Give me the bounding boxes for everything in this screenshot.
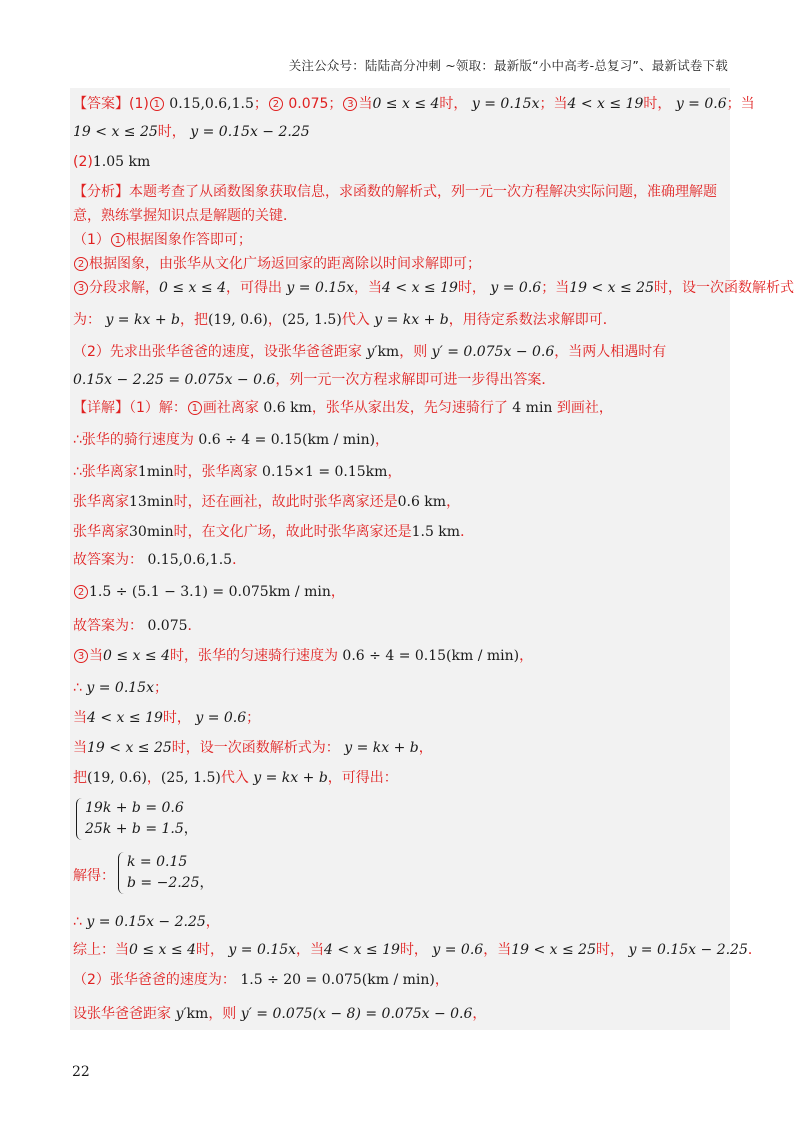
solution-line: [73, 940, 762, 960]
math-run: y = 0.15x: [223, 942, 297, 958]
solution-line: [73, 398, 726, 418]
text-run: 代入: [341, 312, 370, 328]
equation-system: [118, 852, 214, 894]
math-run: y = kx + b: [369, 312, 449, 328]
math-run: 0.075: [143, 618, 188, 634]
math-run: 1.5 ÷ 20 = 0.075(km / min): [235, 972, 435, 988]
text-run: 综上：当: [73, 942, 129, 958]
math-run: 4 < x ≤ 19: [324, 942, 400, 958]
text-run: 时，在文化广场，故此时张华离家还是: [173, 524, 412, 540]
math-run: 0.6 ÷ 4 = 0.15(km / min): [337, 648, 520, 664]
text-run: 【分析】本题考查了从函数图象获取信息，求函数的解析式，列一元一次方程解决实际问题，准确理解题: [73, 184, 717, 200]
text-run: ，则: [208, 1006, 237, 1022]
text-run: （1）: [73, 232, 110, 248]
punctuation: ，: [183, 821, 198, 837]
math-run: 4 < x ≤ 19: [382, 280, 458, 296]
text-run: ；当: [539, 96, 568, 112]
text-run: ．: [747, 942, 762, 958]
text-run: ．: [460, 524, 475, 540]
text-run: 张华离家: [73, 524, 129, 540]
math-run: 1.5 ÷ (5.1 − 3.1) = 0.075km / min: [89, 584, 331, 600]
text-run: 故答案为：: [73, 618, 143, 634]
math-run: y = 0.6: [671, 96, 727, 112]
math-run: y = 0.15x: [281, 280, 355, 296]
math-run: 0.6 km: [397, 494, 447, 510]
text-run: 当: [89, 648, 103, 664]
solution-line: [73, 912, 726, 932]
math-run: 0 ≤ x ≤ 4: [372, 96, 440, 112]
math-run: 13min: [129, 494, 174, 510]
text-run: ；当: [726, 96, 755, 112]
text-run: 时，设一次函数解析式为：: [171, 740, 340, 756]
math-run: 0.15,0.6,1.5: [164, 96, 254, 112]
circled-number: 2: [74, 585, 88, 599]
text-run: 【详解】（1）解：: [73, 400, 187, 416]
text-run: 时，: [195, 942, 224, 958]
text-run: 【答案】(1): [73, 96, 149, 112]
text-run: ；当: [541, 280, 570, 296]
circled-number: 3: [343, 97, 357, 111]
equation-row: b = −2.25，: [127, 875, 214, 891]
text-run: 时，张华离家: [173, 464, 258, 480]
math-run: 19 < x ≤ 25: [511, 942, 596, 958]
text-run: 时，: [157, 124, 186, 140]
text-run: ，: [519, 648, 534, 664]
math-run: 1.05 km: [92, 154, 151, 170]
text-run: ；: [153, 680, 168, 696]
text-run: 时，设一次函数解析式: [654, 280, 794, 296]
text-run: 时，: [439, 96, 468, 112]
math-run: y = 0.15x: [81, 680, 154, 696]
equation-row: 25k + b = 1.5，: [85, 821, 198, 837]
text-run: ．: [187, 618, 202, 634]
solution-line: [73, 342, 726, 362]
text-run: ；: [246, 710, 261, 726]
solution-line: [73, 310, 726, 330]
text-run: ，可得出：: [327, 770, 398, 786]
text-run: ，: [375, 432, 390, 448]
text-run: ∴张华离家: [73, 464, 138, 480]
math-run: y′ = 0.075x − 0.6: [427, 344, 555, 360]
solution-line: [73, 970, 726, 990]
solution-line: [73, 646, 726, 666]
math-run: y = 0.15x − 2.25: [185, 124, 310, 140]
math-run: y′: [171, 1006, 187, 1022]
solution-line: [73, 182, 726, 202]
text-run: ．: [232, 552, 247, 568]
text-run: ；: [253, 96, 268, 112]
text-run: 时，: [457, 280, 486, 296]
solution-line: [73, 738, 726, 758]
math-run: y = kx + b: [101, 312, 180, 328]
text-run: ，把: [179, 312, 208, 328]
text-run: 时，: [596, 942, 624, 958]
text-run: 时，: [162, 710, 191, 726]
solution-line: [73, 522, 726, 542]
text-run: 当: [73, 740, 87, 756]
math-run: y = 0.15x − 2.25: [81, 914, 206, 930]
solution-line: [73, 230, 726, 250]
text-run: ，则: [399, 344, 428, 360]
text-run: 分段求解，: [89, 280, 159, 296]
solution-line: [73, 462, 726, 482]
text-run: ，: [418, 740, 433, 756]
text-run: ，可得出: [225, 280, 282, 296]
math-run: 1.5 km: [411, 524, 461, 540]
text-run: ，列一元一次方程求解即可进一步得出答案．: [275, 372, 556, 388]
text-run: 把: [73, 770, 87, 786]
math-run: 30min: [129, 524, 174, 540]
math-run: km: [377, 344, 400, 360]
text-run: ，: [387, 464, 402, 480]
math-run: 0.6 km: [258, 400, 312, 416]
math-run: 4 < x ≤ 19: [567, 96, 644, 112]
math-run: 4 < x ≤ 19: [87, 710, 163, 726]
text-run: 为：: [73, 312, 101, 328]
math-run: 0.15,0.6,1.5: [143, 552, 233, 568]
math-run: y = kx + b: [248, 770, 328, 786]
text-run: 根据图象作答即可；: [125, 232, 252, 248]
math-run: (19, 0.6): [87, 770, 147, 786]
text-run: 设张华爸爸距家: [73, 1006, 171, 1022]
text-run: 当: [358, 96, 373, 112]
solution-line: [73, 768, 726, 788]
text-run: 代入: [220, 770, 249, 786]
math-run: (25, 1.5): [160, 770, 221, 786]
math-run: y = 0.6: [190, 710, 247, 726]
text-run: 时，还在画社，故此时张华离家还是: [173, 494, 398, 510]
math-run: (25, 1.5): [281, 312, 342, 328]
text-run: ，: [330, 584, 345, 600]
math-run: km: [186, 1006, 209, 1022]
solution-line: [73, 278, 794, 298]
circled-number: 1: [150, 97, 164, 111]
math-run: 1min: [137, 464, 174, 480]
text-run: 时，: [643, 96, 672, 112]
text-run: ，当: [354, 280, 383, 296]
text-run: 0.075；: [283, 96, 343, 112]
text-run: ，张华从家出发，先匀速骑行了: [311, 400, 508, 416]
text-run: 故答案为：: [73, 552, 143, 568]
math-run: y′ = 0.075(x − 8) = 0.075x − 0.6: [236, 1006, 473, 1022]
solution-line: [73, 616, 726, 636]
circled-number: 3: [74, 649, 88, 663]
solution-line: [73, 254, 726, 274]
solution-line: [73, 370, 726, 390]
text-run: 根据图象，由张华从文化广场返回家的距离除以时间求解即可；: [89, 256, 481, 272]
math-run: 19 < x ≤ 25: [87, 740, 172, 756]
solution-line: [73, 152, 726, 172]
solution-line: [73, 708, 726, 728]
solution-line: [73, 550, 726, 570]
equation-row: k = 0.15: [127, 854, 188, 870]
text-run: ∴张华的骑行速度为: [73, 432, 194, 448]
solution-line: [73, 122, 726, 142]
circled-number: 1: [111, 233, 125, 247]
text-run: 画社离家: [202, 400, 259, 416]
solution-line: [73, 206, 726, 226]
math-run: y = kx + b: [339, 740, 419, 756]
math-run: y = 0.15x: [467, 96, 540, 112]
math-run: 0 ≤ x ≤ 4: [129, 942, 196, 958]
page-header: 关注公众号：陆陆高分冲刺 ~领取：最新版“小中高考-总复习”、最新试卷下载: [288, 58, 728, 73]
text-run: ，: [434, 972, 449, 988]
text-run: 意，熟练掌握知识点是解题的关键．: [73, 208, 297, 224]
math-run: 0.6 ÷ 4 = 0.15(km / min): [193, 432, 376, 448]
text-run: ，当: [483, 942, 512, 958]
page-number: 22: [72, 1064, 90, 1080]
math-run: y = 0.15x − 2.25: [624, 942, 748, 958]
math-run: y = 0.6: [427, 942, 484, 958]
equation-row: 19k + b = 0.6: [85, 800, 184, 816]
text-run: ，: [146, 770, 161, 786]
text-run: 到画社，: [556, 400, 613, 416]
text-run: ，: [472, 1006, 487, 1022]
solution-line: [73, 430, 726, 450]
text-run: ，当两人相遇时有: [554, 344, 667, 360]
circled-number: 2: [269, 97, 283, 111]
math-run: 0.15×1 = 0.15km: [257, 464, 388, 480]
text-run: ，: [446, 494, 461, 510]
circled-number: 3: [74, 281, 88, 295]
brace-icon: [76, 798, 83, 840]
solution-line: [73, 582, 726, 602]
punctuation: ，: [199, 875, 214, 891]
solution-line: [73, 678, 726, 698]
text-run: 解得：: [73, 868, 115, 884]
text-run: 张华离家: [73, 494, 129, 510]
text-run: ∴: [73, 914, 82, 930]
text-run: ，当: [296, 942, 325, 958]
math-run: 19 < x ≤ 25: [569, 280, 654, 296]
text-run: ∴: [73, 680, 82, 696]
text-run: ，用待定系数法求解即可．: [448, 312, 617, 328]
text-run: （2）张华爸爸的速度为：: [73, 972, 236, 988]
circled-number: 2: [74, 257, 88, 271]
text-run: ，: [205, 914, 220, 930]
equation-system: [76, 798, 198, 840]
text-run: 时，: [399, 942, 428, 958]
solution-line: [73, 1004, 726, 1024]
math-run: 4 min: [507, 400, 557, 416]
math-run: 0.15x − 2.25 = 0.075x − 0.6: [73, 372, 276, 388]
brace-icon: [118, 852, 125, 894]
circled-number: 1: [188, 401, 202, 415]
solution-line: [73, 94, 755, 114]
math-run: (19, 0.6): [207, 312, 268, 328]
solution-line: [73, 492, 726, 512]
text-run: （2）先求出张华爸爸的速度，设张华爸爸距家: [73, 344, 362, 360]
math-run: 0 ≤ x ≤ 4: [159, 280, 226, 296]
solution-block: [70, 88, 794, 1030]
text-run: (2): [73, 154, 93, 170]
text-run: 时，张华的匀速骑行速度为: [169, 648, 338, 664]
math-run: y = 0.6: [485, 280, 542, 296]
text-run: 当: [73, 710, 87, 726]
text-run: ，: [267, 312, 282, 328]
math-run: 19 < x ≤ 25: [73, 124, 158, 140]
math-run: y′: [361, 344, 378, 360]
math-run: 0 ≤ x ≤ 4: [103, 648, 170, 664]
